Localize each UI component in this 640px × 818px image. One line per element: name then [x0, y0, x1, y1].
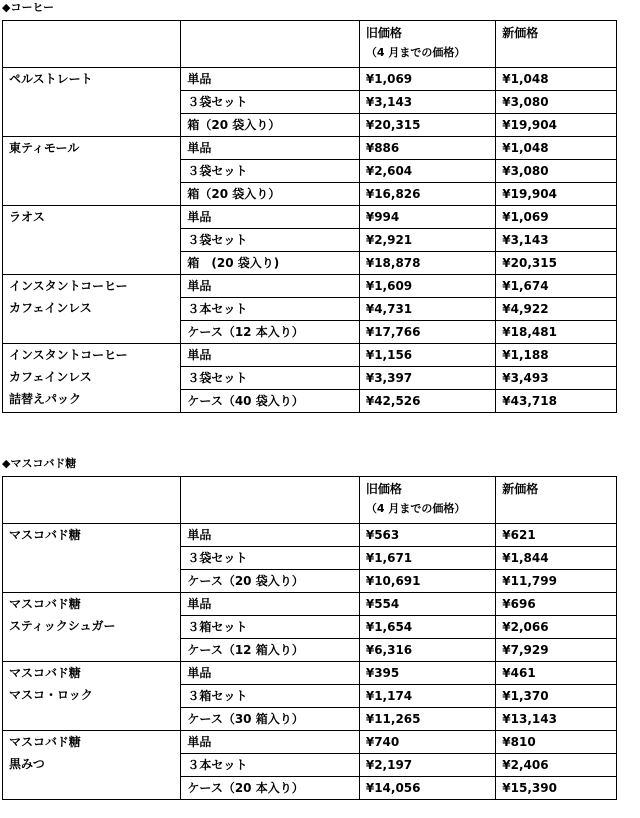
new-price-cell: ¥3,143 — [496, 229, 617, 252]
product-name-cell — [3, 137, 181, 206]
old-price-cell: ¥2,604 — [359, 160, 495, 183]
product-name-cell — [3, 344, 181, 413]
old-price-cell: ¥16,826 — [359, 183, 495, 206]
item-cell: ケース（40 袋入り） — [181, 390, 359, 413]
item-cell: 単品 — [181, 344, 359, 367]
product-name-cell — [3, 524, 181, 593]
new-price-cell: ¥3,080 — [496, 91, 617, 114]
old-price-cell: ¥2,921 — [359, 229, 495, 252]
item-cell: ３箱セット — [181, 616, 359, 639]
table-row — [3, 344, 617, 367]
table-row — [3, 206, 617, 229]
product-name-line: カフェインレス — [9, 370, 92, 384]
old-price-cell: ¥1,671 — [359, 547, 495, 570]
section-title-muscovado: ◆マスコバド糖 — [2, 457, 77, 470]
new-price-cell: ¥3,080 — [496, 160, 617, 183]
item-cell: ケース（12 本入り） — [181, 321, 359, 344]
table-row — [3, 275, 617, 298]
old-price-cell: ¥17,766 — [359, 321, 495, 344]
header-empty-cell — [3, 477, 181, 524]
old-price-cell: ¥395 — [359, 662, 495, 685]
old-price-cell: ¥994 — [359, 206, 495, 229]
old-price-cell: ¥6,316 — [359, 639, 495, 662]
product-name-line: カフェインレス — [9, 301, 92, 315]
table-row — [3, 68, 617, 91]
product-name-line: 詰替えパック — [9, 392, 82, 406]
item-cell: ３袋セット — [181, 160, 359, 183]
header-new-price: 新価格 — [496, 477, 617, 524]
old-price-cell: ¥1,156 — [359, 344, 495, 367]
new-price-cell: ¥696 — [496, 593, 617, 616]
product-name-line: インスタントコーヒー — [9, 348, 128, 362]
header-new-price: 新価格 — [496, 21, 617, 68]
new-price-cell: ¥1,674 — [496, 275, 617, 298]
section-title-coffee: ◆コーヒー — [2, 1, 55, 14]
old-price-cell: ¥3,143 — [359, 91, 495, 114]
new-price-cell: ¥43,718 — [496, 390, 617, 413]
old-price-cell: ¥20,315 — [359, 114, 495, 137]
old-price-heading: 旧価格 — [365, 26, 402, 40]
item-cell: 単品 — [181, 662, 359, 685]
item-cell: 箱（20 袋入り） — [181, 114, 359, 137]
header-empty-cell — [181, 21, 359, 68]
product-name-line: ラオス — [9, 210, 45, 224]
new-price-cell: ¥1,844 — [496, 547, 617, 570]
item-cell: ３袋セット — [181, 91, 359, 114]
item-cell: 単品 — [181, 137, 359, 160]
product-name-line: 黒みつ — [9, 757, 45, 771]
product-name-cell — [3, 731, 181, 800]
old-price-cell: ¥1,609 — [359, 275, 495, 298]
product-name-line: 東ティモール — [9, 141, 80, 155]
item-cell: 単品 — [181, 275, 359, 298]
old-price-cell: ¥42,526 — [359, 390, 495, 413]
item-cell: 単品 — [181, 593, 359, 616]
old-price-cell: ¥1,069 — [359, 68, 495, 91]
new-price-cell: ¥2,406 — [496, 754, 617, 777]
item-cell: 箱（20 袋入り） — [181, 183, 359, 206]
new-price-cell: ¥621 — [496, 524, 617, 547]
product-name-line: マスコバド糖 — [9, 597, 81, 611]
new-price-cell: ¥15,390 — [496, 777, 617, 800]
new-price-cell: ¥810 — [496, 731, 617, 754]
product-name-line: マスコバド糖 — [9, 666, 81, 680]
old-price-cell: ¥3,397 — [359, 367, 495, 390]
item-cell: 単品 — [181, 68, 359, 91]
new-price-cell: ¥1,048 — [496, 137, 617, 160]
table-row — [3, 662, 617, 685]
old-price-cell: ¥1,174 — [359, 685, 495, 708]
new-price-cell: ¥1,370 — [496, 685, 617, 708]
new-price-cell: ¥19,904 — [496, 183, 617, 206]
old-price-cell: ¥2,197 — [359, 754, 495, 777]
product-name-cell — [3, 206, 181, 275]
old-price-note: （4 月までの価格） — [365, 502, 466, 515]
item-cell: ケース（12 箱入り） — [181, 639, 359, 662]
header-old-price — [359, 21, 495, 68]
header-row — [3, 21, 617, 68]
product-name-line: ペルストレート — [9, 72, 93, 86]
product-name-line: マスコ・ロック — [9, 688, 93, 702]
new-price-cell: ¥1,188 — [496, 344, 617, 367]
product-name-cell — [3, 68, 181, 137]
old-price-cell: ¥14,056 — [359, 777, 495, 800]
new-price-cell: ¥1,069 — [496, 206, 617, 229]
table-row — [3, 524, 617, 547]
table-row — [3, 593, 617, 616]
price-table-coffee — [2, 20, 617, 413]
product-name-line: スティックシュガー — [9, 619, 116, 633]
header-empty-cell — [3, 21, 181, 68]
old-price-heading: 旧価格 — [365, 482, 402, 496]
item-cell: ３箱セット — [181, 685, 359, 708]
product-name-cell — [3, 593, 181, 662]
old-price-cell: ¥11,265 — [359, 708, 495, 731]
old-price-cell: ¥1,654 — [359, 616, 495, 639]
table-row — [3, 137, 617, 160]
item-cell: ３袋セット — [181, 229, 359, 252]
item-cell: ケース（20 本入り） — [181, 777, 359, 800]
old-price-cell: ¥740 — [359, 731, 495, 754]
old-price-cell: ¥10,691 — [359, 570, 495, 593]
new-price-cell: ¥7,929 — [496, 639, 617, 662]
old-price-cell: ¥4,731 — [359, 298, 495, 321]
table-row — [3, 731, 617, 754]
header-row — [3, 477, 617, 524]
new-price-cell: ¥20,315 — [496, 252, 617, 275]
product-name-line: マスコバド糖 — [9, 528, 81, 542]
item-cell: ３袋セット — [181, 547, 359, 570]
product-name-cell — [3, 275, 181, 344]
item-cell: ３袋セット — [181, 367, 359, 390]
item-cell: 単品 — [181, 206, 359, 229]
new-price-cell: ¥1,048 — [496, 68, 617, 91]
old-price-cell: ¥563 — [359, 524, 495, 547]
new-price-cell: ¥18,481 — [496, 321, 617, 344]
item-cell: ３本セット — [181, 298, 359, 321]
new-price-cell: ¥4,922 — [496, 298, 617, 321]
item-cell: ケース（30 箱入り） — [181, 708, 359, 731]
header-empty-cell — [181, 477, 359, 524]
item-cell: 単品 — [181, 524, 359, 547]
new-price-cell: ¥461 — [496, 662, 617, 685]
header-old-price — [359, 477, 495, 524]
old-price-note: （4 月までの価格） — [365, 46, 466, 59]
new-price-cell: ¥3,493 — [496, 367, 617, 390]
item-cell: ケース（20 袋入り） — [181, 570, 359, 593]
new-price-cell: ¥2,066 — [496, 616, 617, 639]
old-price-cell: ¥554 — [359, 593, 495, 616]
product-name-line: インスタントコーヒー — [9, 279, 128, 293]
old-price-cell: ¥886 — [359, 137, 495, 160]
item-cell: 単品 — [181, 731, 359, 754]
item-cell: 箱 (20 袋入り) — [181, 252, 359, 275]
new-price-cell: ¥11,799 — [496, 570, 617, 593]
new-price-cell: ¥13,143 — [496, 708, 617, 731]
new-price-cell: ¥19,904 — [496, 114, 617, 137]
item-cell: ３本セット — [181, 754, 359, 777]
old-price-cell: ¥18,878 — [359, 252, 495, 275]
product-name-cell — [3, 662, 181, 731]
product-name-line: マスコバド糖 — [9, 735, 81, 749]
price-table-muscovado — [2, 476, 617, 800]
